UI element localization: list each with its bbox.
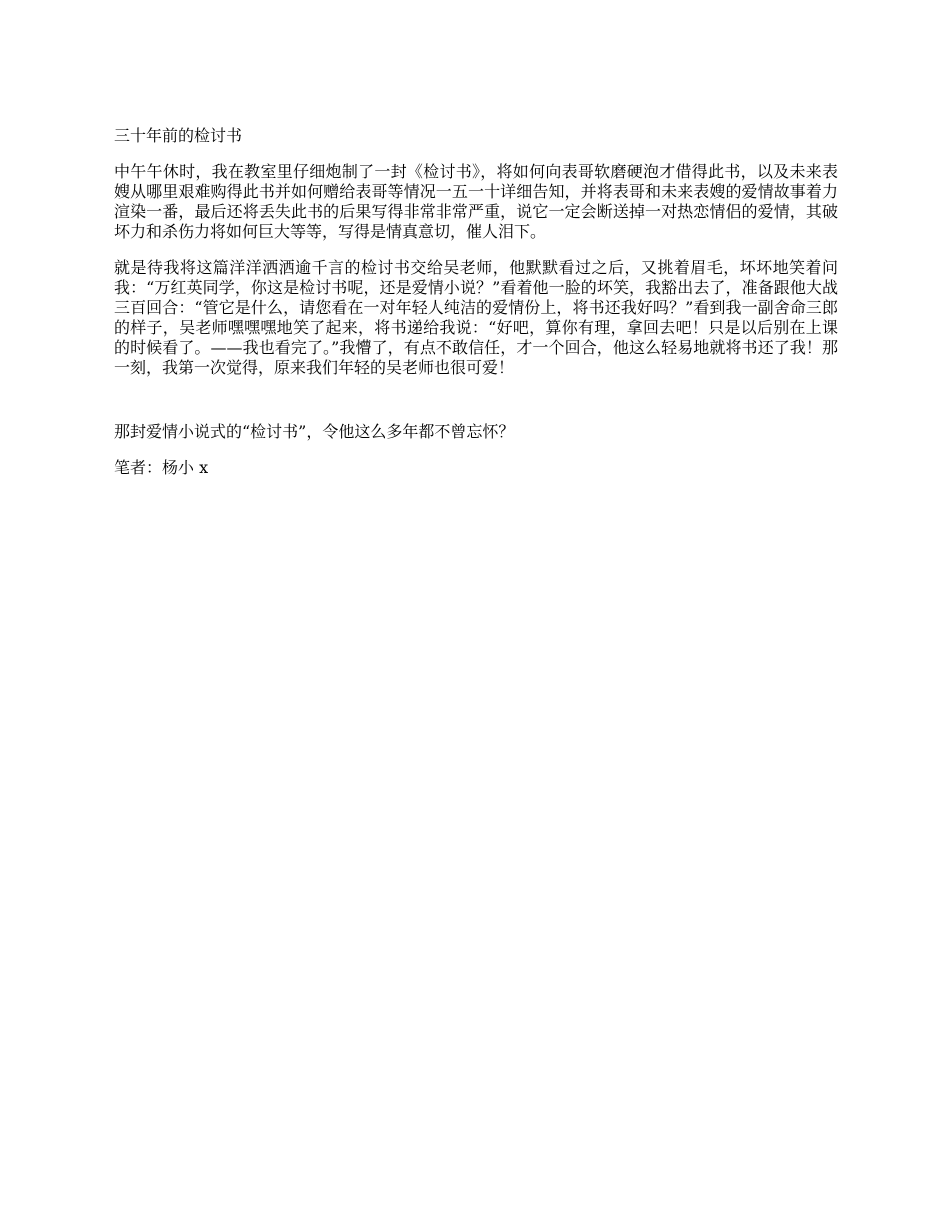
paragraph-1: 中午午休时，我在教室里仔细炮制了一封《检讨书》，将如何向表哥软磨硬泡才借得此书，以及未来表嫂从哪里艰难购得此书并如何赠给表哥等情况一五一十详细告知，并将表哥和未来表嫂的爱情故事着力渲染一番，最后还将丢失此书的后果写得非常非常严重，说它一定会断送掉一对热恋情侣的爱情，其破坏力和杀伤力将如何巨大等等，写得是情真意切，催人泪下。 <box>114 162 838 241</box>
closing-question: 那封爱情小说式的“检讨书”，令他这么多年都不曾忘怀？ <box>114 422 515 441</box>
paragraph-2: 就是待我将这篇洋洋洒洒逾千言的检讨书交给吴老师，他默默看过之后，又挑着眉毛，坏坏地笑着问我：“万红英同学，你这是检讨书呢，还是爱情小说？”看着他一脸的坏笑，我豁出去了，准备跟他大战三百回合：“管它是什么，请您看在一对年轻人纯洁的爱情份上，将书还我好吗？”看到我一副舍命三郎的样子，吴老师嘿嘿嘿地笑了起来，将书递给我说：“好吧，算你有理，拿回去吧！只是以后别在上课的时候看了。——我也看完了。”我懵了，有点不敢信任，才一个回合，他这么轻易地就将书还了我！那一刻，我第一次觉得，原来我们年轻的吴老师也很可爱！ <box>114 258 838 377</box>
author-line: 笔者：杨小 x <box>114 458 209 477</box>
document-title: 三十年前的检讨书 <box>114 126 243 145</box>
spacer <box>114 378 838 422</box>
document-body <box>114 126 838 478</box>
